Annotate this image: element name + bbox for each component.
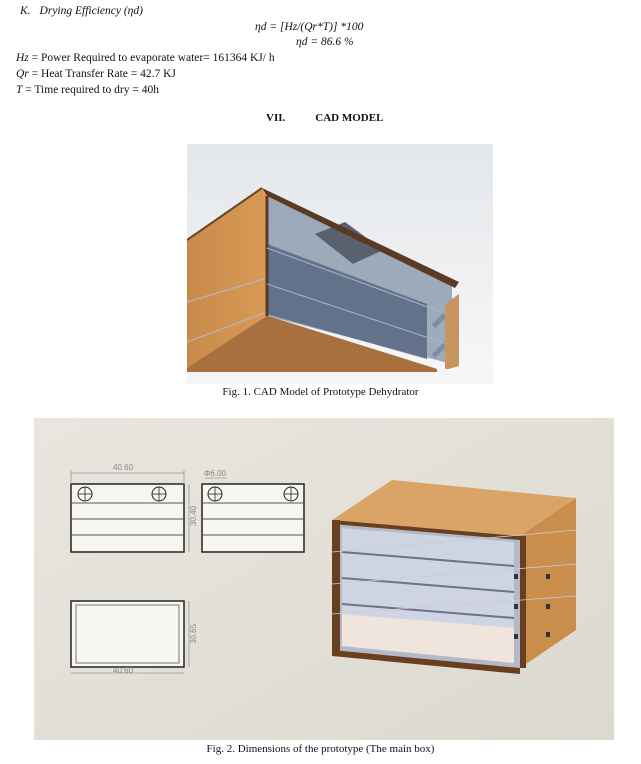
top-view	[71, 601, 198, 675]
section-number: VII.	[266, 112, 286, 124]
variable-text: = Heat Transfer Rate = 42.7 KJ	[28, 68, 176, 80]
dim-front-width: 40.60	[113, 463, 134, 472]
dim-hole-diameter: Φ6.00	[204, 469, 226, 478]
variable-text: = Time required to dry = 40h	[22, 84, 159, 96]
dim-top-height: 30.65	[189, 623, 198, 644]
variable-text: = Power Required to evaporate water= 161364 KJ/ h	[28, 52, 275, 64]
variable-hz	[16, 52, 275, 64]
dim-top-width: 40.60	[113, 666, 134, 675]
subsection-title: Drying Efficiency (ηd)	[39, 5, 143, 17]
variable-symbol: Hz	[16, 52, 29, 64]
section-heading	[266, 112, 383, 124]
figure-1-caption: Fig. 1. CAD Model of Prototype Dehydrator	[222, 386, 419, 398]
equation-formula: ηd = [Hz/(Qr*T)] *100	[255, 21, 364, 33]
variable-symbol: Qr	[16, 68, 29, 80]
variable-t	[16, 84, 159, 96]
subsection-letter: K.	[20, 5, 31, 17]
subsection-heading	[20, 5, 143, 17]
figure-2-dimensions-drawing	[34, 418, 614, 740]
figure-2-caption: Fig. 2. Dimensions of the prototype (The main box)	[206, 743, 435, 755]
equation-result: ηd = 86.6 %	[296, 36, 354, 48]
dim-front-height: 30.40	[189, 505, 198, 526]
variable-qr	[16, 68, 176, 80]
variable-symbol: T	[16, 84, 23, 96]
figure-1-cad-render	[187, 144, 493, 384]
section-title: CAD MODEL	[315, 112, 384, 124]
isometric-box	[332, 480, 576, 674]
